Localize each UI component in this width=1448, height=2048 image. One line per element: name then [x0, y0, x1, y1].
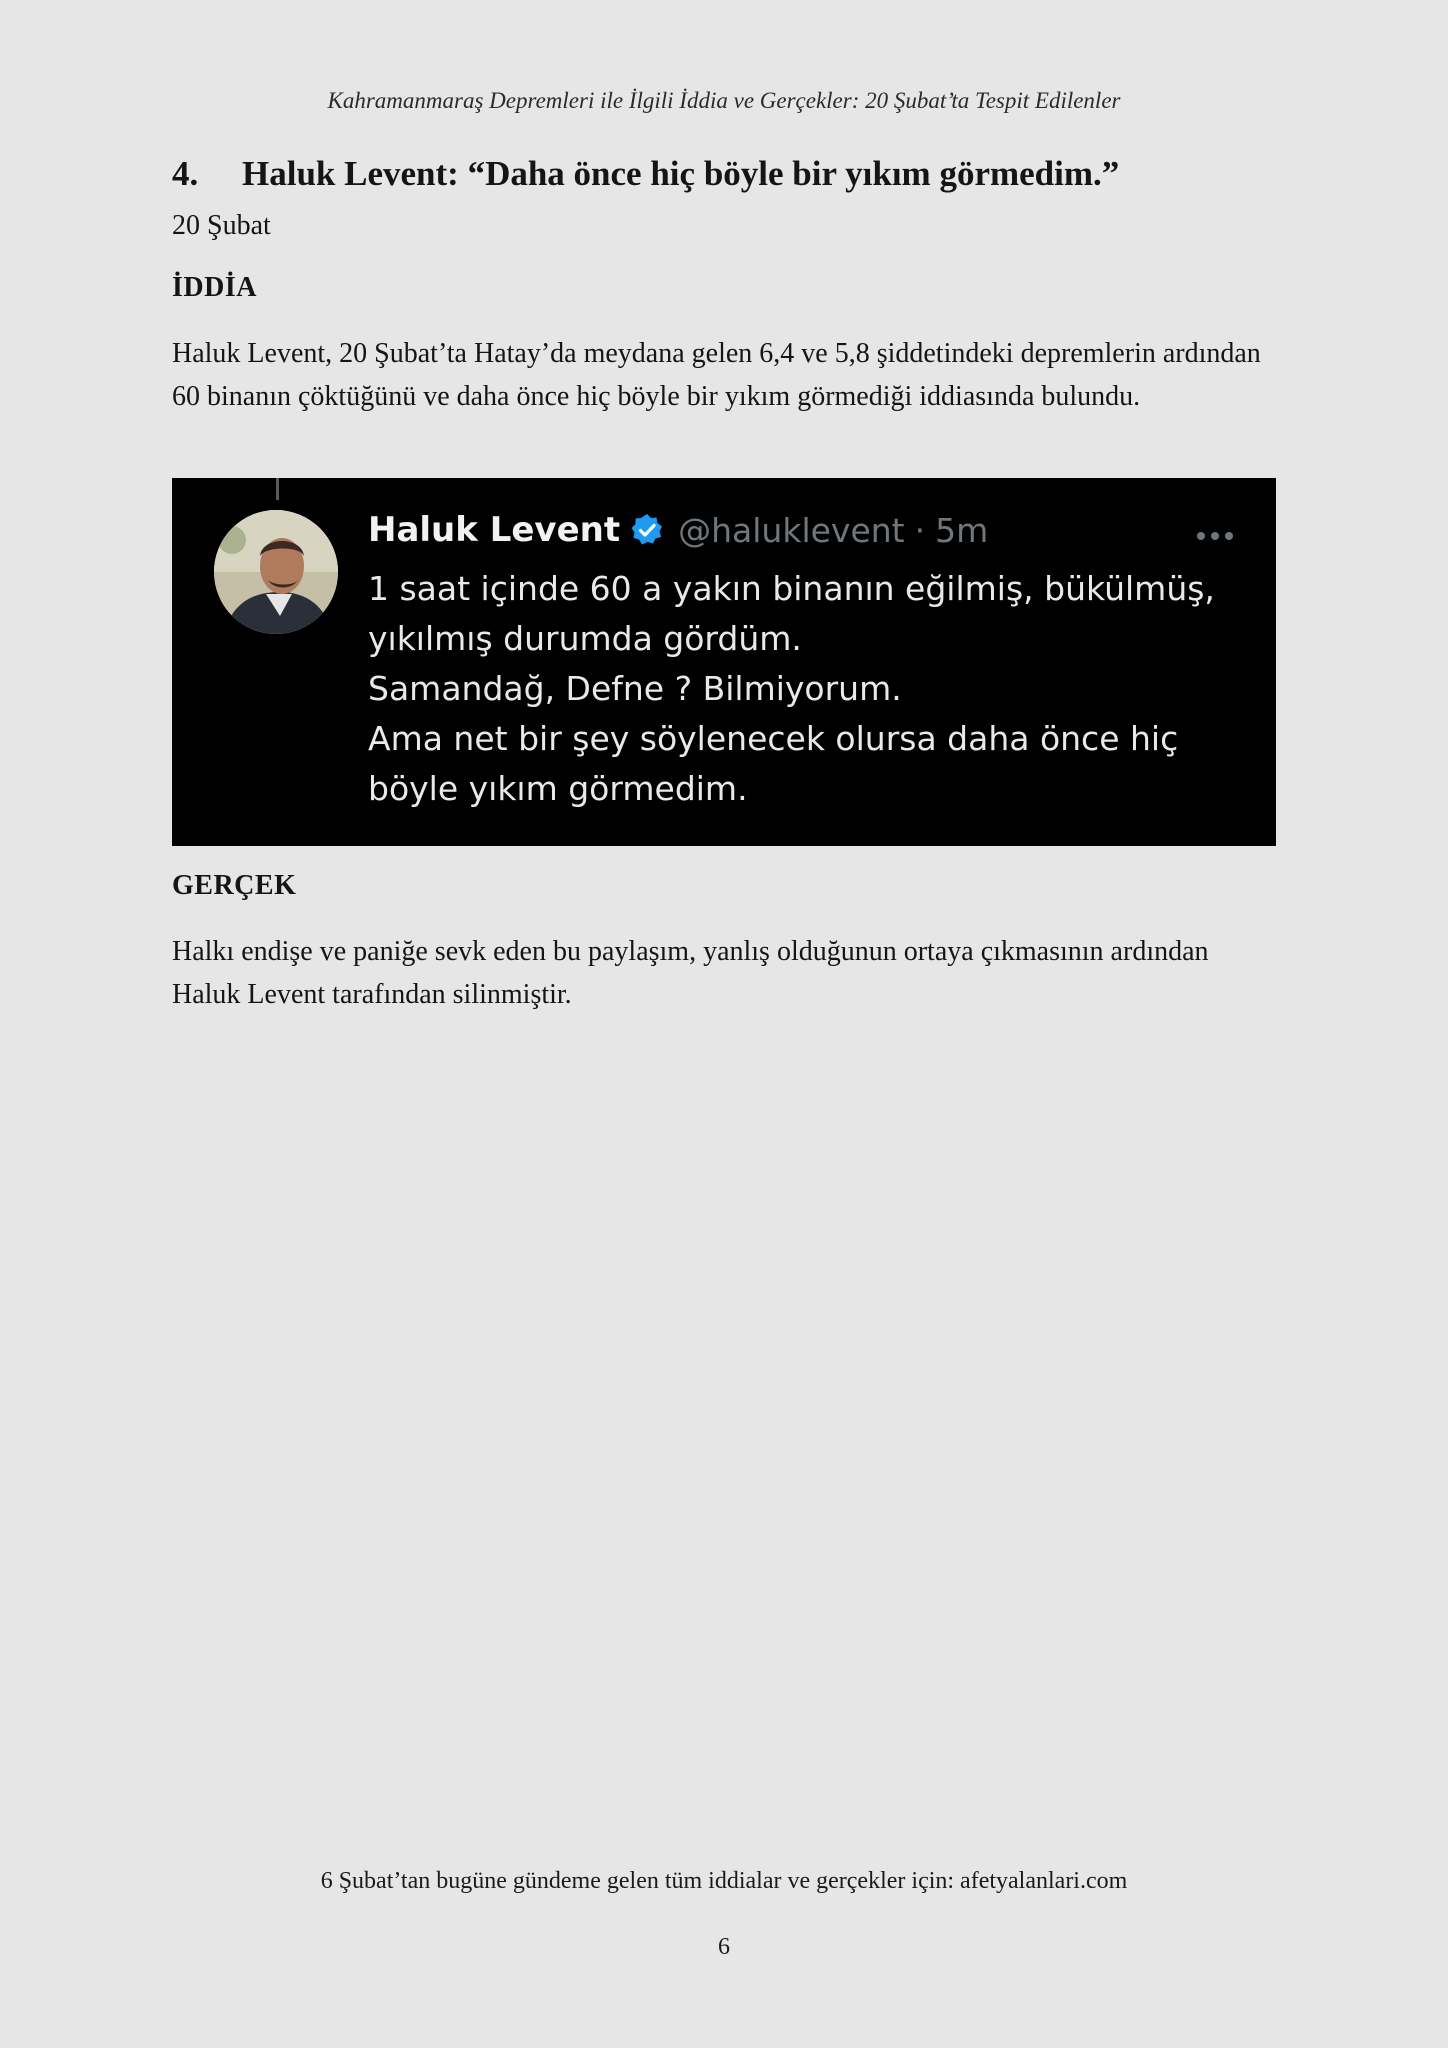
section-heading [172, 154, 1119, 194]
section-number: 4. [172, 154, 199, 193]
tweet-line: Samandağ, Defne ? Bilmiyorum. [368, 669, 902, 708]
tweet-separator: · [914, 510, 926, 550]
claim-label: İDDİA [172, 272, 257, 303]
avatar [214, 510, 338, 634]
tweet-screenshot [172, 478, 1276, 846]
avatar-portrait [214, 510, 338, 634]
more-dots-icon[interactable] [1196, 526, 1234, 536]
tweet-author-name[interactable]: Haluk Levent [368, 510, 621, 550]
tweet-line: yıkılmış durumda gördüm. [368, 619, 802, 658]
tweet-line: 1 saat içinde 60 a yakın binanın eğilmiş, bükülmüş, [368, 569, 1215, 608]
fact-label: GERÇEK [172, 870, 297, 901]
section-date: 20 Şubat [172, 210, 271, 241]
verified-badge-icon [630, 513, 664, 547]
tweet-body [368, 564, 1248, 814]
thread-line [276, 478, 279, 500]
page-number: 6 [718, 1934, 730, 1960]
tweet-line: böyle yıkım görmedim. [368, 769, 748, 808]
tweet-line: Ama net bir şey söylenecek olursa daha önce hiç [368, 719, 1179, 758]
tweet-handle[interactable]: @haluklevent [678, 510, 905, 550]
fact-paragraph: Halkı endişe ve paniğe sevk eden bu paylaşım, yanlış olduğunun ortaya çıkmasının ardından Haluk Levent tarafından silinmiştir. [172, 936, 1209, 1010]
tweet-time[interactable]: 5m [935, 510, 989, 550]
tweet-header [368, 508, 988, 552]
section-title: Haluk Levent: “Daha önce hiç böyle bir yıkım görmedim.” [242, 154, 1120, 193]
footer-text: 6 Şubat’tan bugüne gündeme gelen tüm iddialar ve gerçekler için: afetyalanlari.com [320, 1868, 1128, 1894]
running-header: Kahramanmaraş Depremleri ile İlgili İddia ve Gerçekler: 20 Şubat’ta Tespit Edilenler [327, 88, 1121, 113]
claim-paragraph: Haluk Levent, 20 Şubat’ta Hatay’da meydana gelen 6,4 ve 5,8 şiddetindeki depremlerin ardından 60 binanın çöktüğünü ve daha önce hiç böyle bir yıkım görmediği iddiasında bulundu. [172, 338, 1261, 412]
